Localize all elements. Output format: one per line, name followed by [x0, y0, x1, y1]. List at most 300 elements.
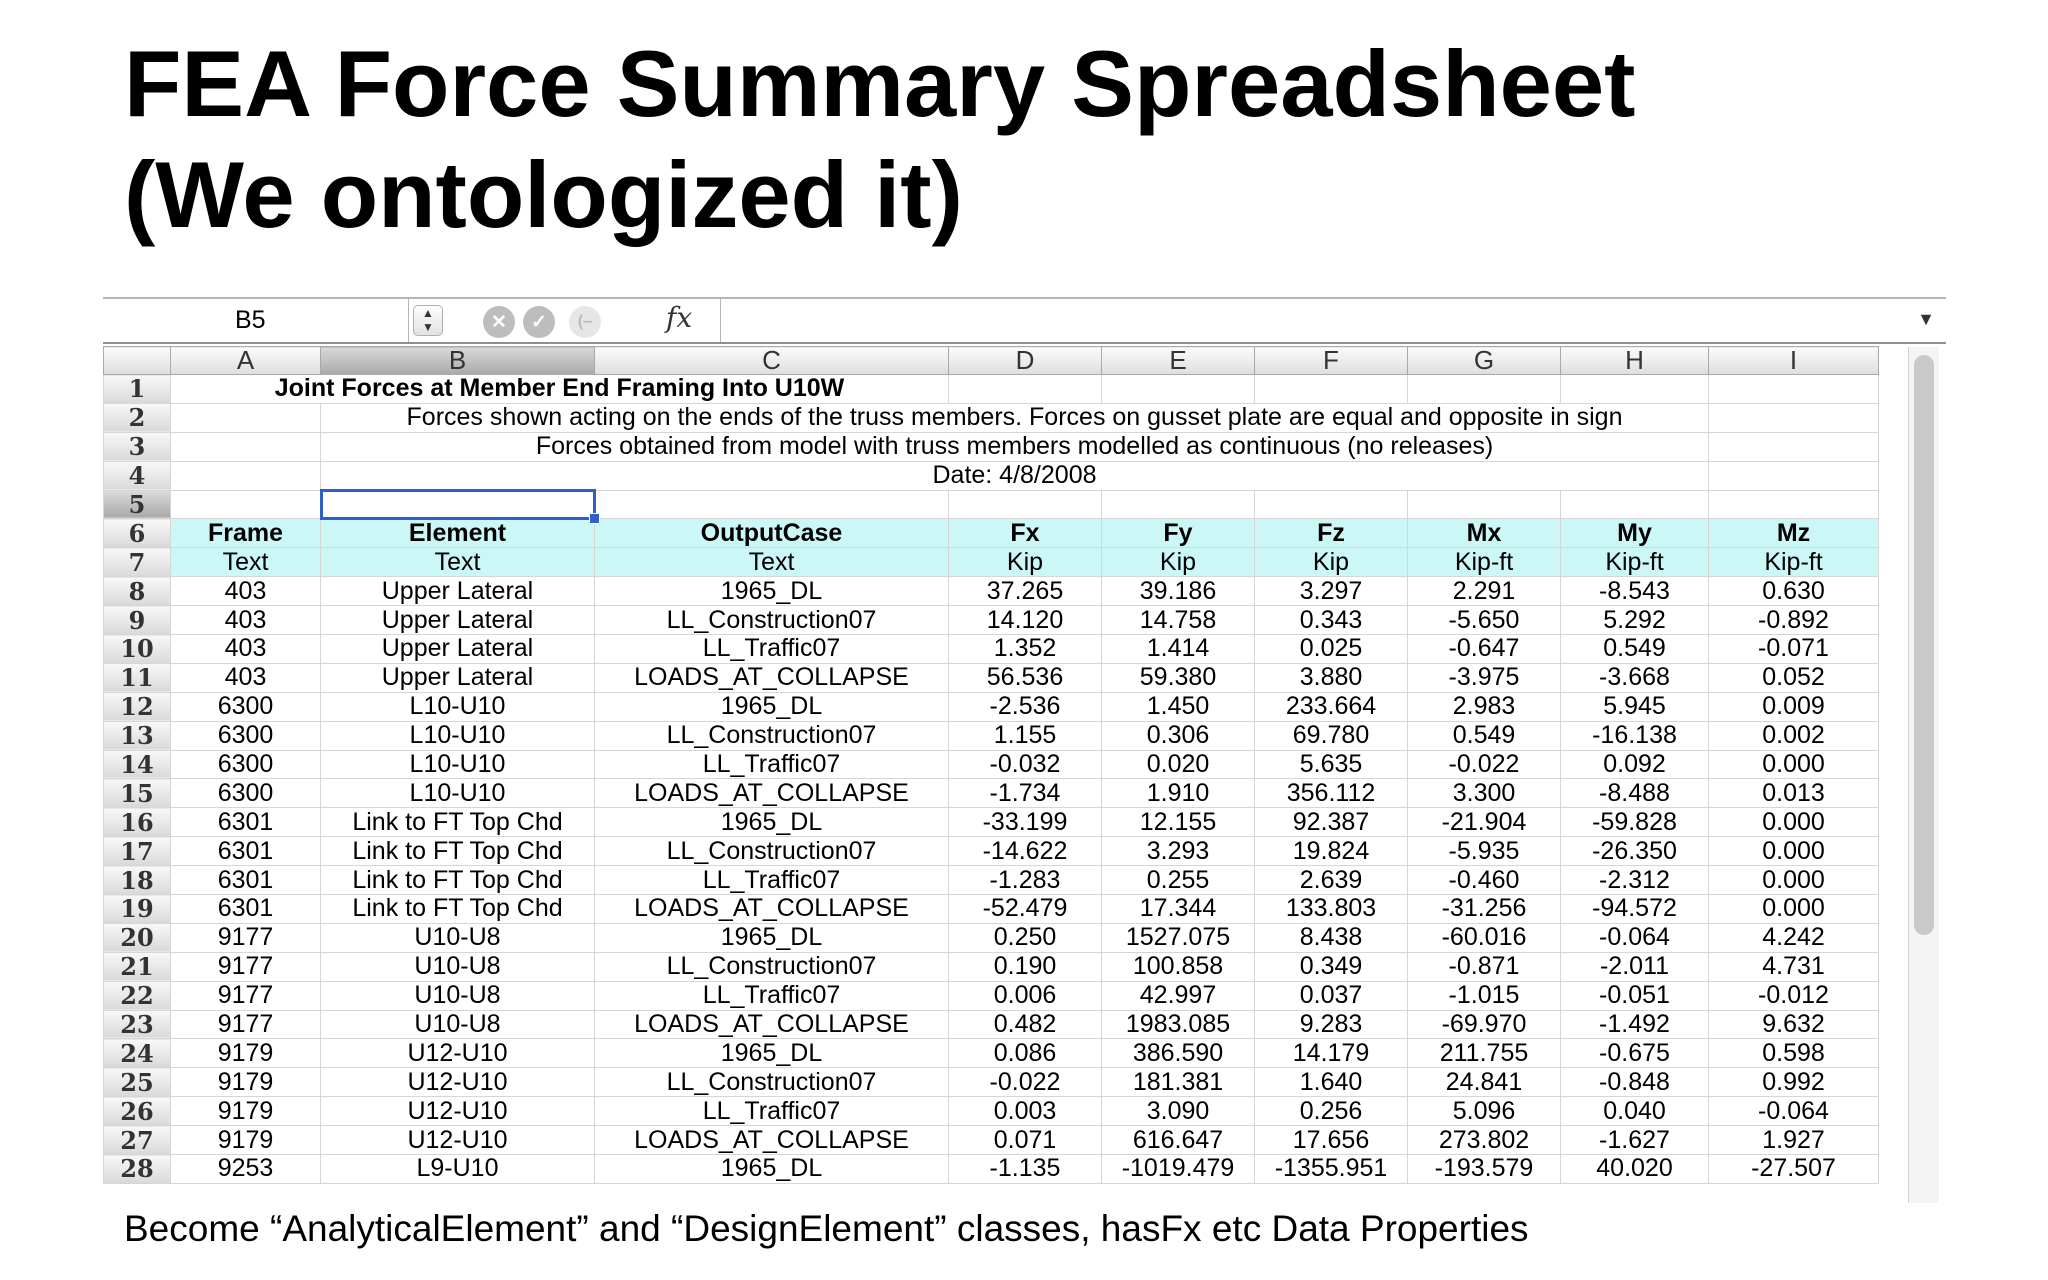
data-cell[interactable]: 0.598	[1709, 1039, 1879, 1068]
data-cell[interactable]: -0.647	[1408, 635, 1561, 664]
data-cell[interactable]: 19.824	[1255, 837, 1408, 866]
unit-cell[interactable]: Text	[595, 548, 949, 577]
data-cell[interactable]: 0.000	[1709, 866, 1879, 895]
cell[interactable]	[1709, 375, 1879, 404]
row-header-24[interactable]: 24	[104, 1039, 171, 1068]
table-row	[104, 1097, 1879, 1126]
data-cell[interactable]: U10-U8	[321, 923, 595, 952]
data-cell[interactable]: -26.350	[1561, 837, 1709, 866]
row-header-9[interactable]: 9	[104, 606, 171, 635]
data-cell[interactable]: -60.016	[1408, 923, 1561, 952]
data-cell[interactable]: 0.037	[1255, 981, 1408, 1010]
data-cell[interactable]: -94.572	[1561, 895, 1709, 924]
data-cell[interactable]: 1965_DL	[595, 1039, 949, 1068]
row-header-1[interactable]: 1	[104, 375, 171, 404]
data-cell[interactable]: -0.022	[949, 1068, 1102, 1097]
data-cell[interactable]: 59.380	[1102, 663, 1255, 692]
data-cell[interactable]: -0.022	[1408, 750, 1561, 779]
unit-cell[interactable]: Kip	[1255, 548, 1408, 577]
data-cell[interactable]: LL_Traffic07	[595, 635, 949, 664]
cell[interactable]	[171, 403, 321, 432]
data-cell[interactable]: Upper Lateral	[321, 577, 595, 606]
data-cell[interactable]: 0.092	[1561, 750, 1709, 779]
data-cell[interactable]: 6300	[171, 779, 321, 808]
unit-cell[interactable]: Kip-ft	[1408, 548, 1561, 577]
cell[interactable]	[1561, 490, 1709, 519]
row-header-27[interactable]: 27	[104, 1126, 171, 1155]
data-cell[interactable]: 92.387	[1255, 808, 1408, 837]
data-cell[interactable]: 9179	[171, 1039, 321, 1068]
unit-cell[interactable]: Kip	[949, 548, 1102, 577]
header-cell[interactable]: OutputCase	[595, 519, 949, 548]
data-cell[interactable]: -0.871	[1408, 952, 1561, 981]
data-cell[interactable]: 0.190	[949, 952, 1102, 981]
data-cell[interactable]: LOADS_AT_COLLAPSE	[595, 663, 949, 692]
data-cell[interactable]: -14.622	[949, 837, 1102, 866]
data-cell[interactable]: 181.381	[1102, 1068, 1255, 1097]
data-cell[interactable]: 5.096	[1408, 1097, 1561, 1126]
fx-icon[interactable]: fx	[666, 301, 693, 334]
data-cell[interactable]: LOADS_AT_COLLAPSE	[595, 1010, 949, 1039]
data-cell[interactable]: 1.450	[1102, 692, 1255, 721]
data-cell[interactable]: 4.731	[1709, 952, 1879, 981]
column-header-a[interactable]: A	[171, 347, 321, 375]
data-cell[interactable]: 616.647	[1102, 1126, 1255, 1155]
data-cell[interactable]: 9.283	[1255, 1010, 1408, 1039]
data-cell[interactable]: 2.983	[1408, 692, 1561, 721]
unit-cell[interactable]: Kip	[1102, 548, 1255, 577]
data-cell[interactable]: 9179	[171, 1097, 321, 1126]
data-cell[interactable]: 69.780	[1255, 721, 1408, 750]
data-cell[interactable]: -5.935	[1408, 837, 1561, 866]
note-row	[104, 432, 1879, 461]
data-cell[interactable]: U10-U8	[321, 1010, 595, 1039]
note-cell[interactable]: Forces obtained from model with truss members modelled as continuous (no releases)	[321, 432, 1709, 461]
note-cell[interactable]: Forces shown acting on the ends of the truss members. Forces on gusset plate are equal and opposite in sign	[321, 403, 1709, 432]
data-cell[interactable]: 2.639	[1255, 866, 1408, 895]
header-row	[104, 519, 1879, 548]
data-cell[interactable]: 0.013	[1709, 779, 1879, 808]
data-cell[interactable]: -33.199	[949, 808, 1102, 837]
data-cell[interactable]: LL_Traffic07	[595, 981, 949, 1010]
header-cell[interactable]: Fy	[1102, 519, 1255, 548]
column-header-g[interactable]: G	[1408, 347, 1561, 375]
row-header-20[interactable]: 20	[104, 923, 171, 952]
fill-handle[interactable]	[589, 513, 600, 524]
data-cell[interactable]: 0.549	[1561, 635, 1709, 664]
data-cell[interactable]: 0.040	[1561, 1097, 1709, 1126]
data-cell[interactable]: 12.155	[1102, 808, 1255, 837]
data-cell[interactable]: Link to FT Top Chd	[321, 808, 595, 837]
row-header-7[interactable]: 7	[104, 548, 171, 577]
header-cell[interactable]: Fz	[1255, 519, 1408, 548]
data-cell[interactable]: 1.352	[949, 635, 1102, 664]
header-cell[interactable]: Mx	[1408, 519, 1561, 548]
data-cell[interactable]: 6301	[171, 866, 321, 895]
row-header-21[interactable]: 21	[104, 952, 171, 981]
data-cell[interactable]: -0.675	[1561, 1039, 1709, 1068]
data-cell[interactable]: LL_Construction07	[595, 606, 949, 635]
data-cell[interactable]: 9179	[171, 1068, 321, 1097]
data-cell[interactable]: -1.492	[1561, 1010, 1709, 1039]
data-cell[interactable]: 1527.075	[1102, 923, 1255, 952]
data-cell[interactable]: 0.000	[1709, 895, 1879, 924]
cell[interactable]	[949, 375, 1102, 404]
data-cell[interactable]: 14.758	[1102, 606, 1255, 635]
header-cell[interactable]: My	[1561, 519, 1709, 548]
data-cell[interactable]: -1.627	[1561, 1126, 1709, 1155]
table-row	[104, 635, 1879, 664]
row-header-11[interactable]: 11	[104, 663, 171, 692]
header-cell[interactable]: Fx	[949, 519, 1102, 548]
column-header-b[interactable]: B	[321, 347, 595, 375]
data-cell[interactable]: 1.927	[1709, 1126, 1879, 1155]
data-cell[interactable]: 9179	[171, 1126, 321, 1155]
data-cell[interactable]: LL_Construction07	[595, 1068, 949, 1097]
unit-cell[interactable]: Text	[321, 548, 595, 577]
data-cell[interactable]: 1.640	[1255, 1068, 1408, 1097]
data-cell[interactable]: -8.488	[1561, 779, 1709, 808]
vertical-scrollbar[interactable]	[1908, 347, 1939, 1203]
data-cell[interactable]: -0.064	[1561, 923, 1709, 952]
data-cell[interactable]: 1965_DL	[595, 692, 949, 721]
data-cell[interactable]: -52.479	[949, 895, 1102, 924]
data-cell[interactable]: U12-U10	[321, 1097, 595, 1126]
data-cell[interactable]: 1965_DL	[595, 1155, 949, 1184]
header-cell[interactable]: Element	[321, 519, 595, 548]
data-cell[interactable]: 4.242	[1709, 923, 1879, 952]
data-cell[interactable]: -0.848	[1561, 1068, 1709, 1097]
data-cell[interactable]: -1355.951	[1255, 1155, 1408, 1184]
data-cell[interactable]: 403	[171, 663, 321, 692]
data-cell[interactable]: 133.803	[1255, 895, 1408, 924]
cell[interactable]	[949, 490, 1102, 519]
data-cell[interactable]: LL_Traffic07	[595, 866, 949, 895]
data-cell[interactable]: 14.179	[1255, 1039, 1408, 1068]
data-cell[interactable]: 6300	[171, 750, 321, 779]
data-cell[interactable]: 1965_DL	[595, 577, 949, 606]
data-cell[interactable]: U10-U8	[321, 981, 595, 1010]
data-cell[interactable]: 211.755	[1408, 1039, 1561, 1068]
data-cell[interactable]: 0.025	[1255, 635, 1408, 664]
data-cell[interactable]: 9177	[171, 1010, 321, 1039]
data-cell[interactable]: 0.002	[1709, 721, 1879, 750]
confirm-check-icon[interactable]: ✓	[523, 306, 555, 338]
column-header-f[interactable]: F	[1255, 347, 1408, 375]
cell[interactable]	[1709, 432, 1879, 461]
data-cell[interactable]: -1019.479	[1102, 1155, 1255, 1184]
cell[interactable]	[171, 490, 321, 519]
formula-input[interactable]	[720, 299, 1945, 342]
row-header-2[interactable]: 2	[104, 403, 171, 432]
data-cell[interactable]: 0.009	[1709, 692, 1879, 721]
data-cell[interactable]: 233.664	[1255, 692, 1408, 721]
slide-title-line-2: (We ontologized it)	[124, 142, 963, 247]
data-cell[interactable]: -3.975	[1408, 663, 1561, 692]
data-cell[interactable]: 0.256	[1255, 1097, 1408, 1126]
data-cell[interactable]: Upper Lateral	[321, 635, 595, 664]
data-cell[interactable]: 9177	[171, 981, 321, 1010]
data-cell[interactable]: Upper Lateral	[321, 663, 595, 692]
data-cell[interactable]: 39.186	[1102, 577, 1255, 606]
data-cell[interactable]: 6301	[171, 895, 321, 924]
data-cell[interactable]: 0.000	[1709, 837, 1879, 866]
row-header-22[interactable]: 22	[104, 981, 171, 1010]
data-cell[interactable]: -0.071	[1709, 635, 1879, 664]
row-header-3[interactable]: 3	[104, 432, 171, 461]
data-cell[interactable]: LOADS_AT_COLLAPSE	[595, 779, 949, 808]
data-cell[interactable]: 273.802	[1408, 1126, 1561, 1155]
data-cell[interactable]: 0.000	[1709, 750, 1879, 779]
slide-footer-text: Become “AnalyticalElement” and “DesignElement” classes, hasFx etc Data Properties	[124, 1203, 1974, 1255]
data-cell[interactable]: U12-U10	[321, 1039, 595, 1068]
data-cell[interactable]: Upper Lateral	[321, 606, 595, 635]
row-header-28[interactable]: 28	[104, 1155, 171, 1184]
cancel-icon[interactable]: ✕	[483, 306, 515, 338]
cell[interactable]	[1561, 375, 1709, 404]
column-header-d[interactable]: D	[949, 347, 1102, 375]
unit-cell[interactable]: Kip-ft	[1561, 548, 1709, 577]
chevron-down-icon[interactable]: ▼	[1917, 309, 1935, 329]
active-cell-b5[interactable]	[321, 490, 595, 519]
empty-row	[104, 490, 1879, 519]
data-cell[interactable]: -1.015	[1408, 981, 1561, 1010]
data-cell[interactable]: L10-U10	[321, 692, 595, 721]
data-cell[interactable]: 0.343	[1255, 606, 1408, 635]
data-cell[interactable]: 0.349	[1255, 952, 1408, 981]
data-cell[interactable]: LOADS_AT_COLLAPSE	[595, 1126, 949, 1155]
cell[interactable]	[171, 432, 321, 461]
data-cell[interactable]: 0.306	[1102, 721, 1255, 750]
data-cell[interactable]: 6300	[171, 721, 321, 750]
data-cell[interactable]: 403	[171, 635, 321, 664]
data-cell[interactable]: -8.543	[1561, 577, 1709, 606]
data-cell[interactable]: 1.414	[1102, 635, 1255, 664]
data-cell[interactable]: 17.344	[1102, 895, 1255, 924]
data-cell[interactable]: 5.635	[1255, 750, 1408, 779]
data-cell[interactable]: 9177	[171, 923, 321, 952]
data-cell[interactable]: 5.292	[1561, 606, 1709, 635]
note-row	[104, 461, 1879, 490]
name-box-stepper-icon[interactable]: ▲ ▼	[413, 305, 443, 336]
column-header-e[interactable]: E	[1102, 347, 1255, 375]
row-header-13[interactable]: 13	[104, 721, 171, 750]
row-header-16[interactable]: 16	[104, 808, 171, 837]
data-cell[interactable]: -0.064	[1709, 1097, 1879, 1126]
table-row	[104, 721, 1879, 750]
data-cell[interactable]: 0.052	[1709, 663, 1879, 692]
cell[interactable]	[595, 490, 949, 519]
data-cell[interactable]: 42.997	[1102, 981, 1255, 1010]
table-row	[104, 837, 1879, 866]
spreadsheet-window	[103, 297, 1946, 1203]
cell[interactable]	[1709, 461, 1879, 490]
data-cell[interactable]: 0.003	[949, 1097, 1102, 1126]
row-header-8[interactable]: 8	[104, 577, 171, 606]
slide-title-line-1: FEA Force Summary Spreadsheet	[124, 31, 1636, 136]
data-cell[interactable]: 0.482	[949, 1010, 1102, 1039]
data-cell[interactable]: -27.507	[1709, 1155, 1879, 1184]
data-cell[interactable]: -1.283	[949, 866, 1102, 895]
row-header-18[interactable]: 18	[104, 866, 171, 895]
row-header-10[interactable]: 10	[104, 635, 171, 664]
table-row	[104, 577, 1879, 606]
name-box[interactable]: B5	[103, 299, 409, 342]
data-cell[interactable]: 0.992	[1709, 1068, 1879, 1097]
row-header-5[interactable]: 5	[104, 490, 171, 519]
data-cell[interactable]: LL_Traffic07	[595, 750, 949, 779]
data-cell[interactable]: -5.650	[1408, 606, 1561, 635]
data-cell[interactable]: 0.000	[1709, 808, 1879, 837]
data-cell[interactable]: LL_Construction07	[595, 837, 949, 866]
data-cell[interactable]: -1.734	[949, 779, 1102, 808]
data-cell[interactable]: 1965_DL	[595, 808, 949, 837]
data-cell[interactable]: L10-U10	[321, 779, 595, 808]
header-cell[interactable]: Mz	[1709, 519, 1879, 548]
data-cell[interactable]: 37.265	[949, 577, 1102, 606]
data-cell[interactable]: 0.549	[1408, 721, 1561, 750]
data-cell[interactable]: 9.632	[1709, 1010, 1879, 1039]
data-cell[interactable]: 386.590	[1102, 1039, 1255, 1068]
select-all-corner[interactable]	[104, 347, 171, 375]
unit-cell[interactable]: Kip-ft	[1709, 548, 1879, 577]
data-cell[interactable]: L9-U10	[321, 1155, 595, 1184]
cell[interactable]	[1255, 375, 1408, 404]
data-cell[interactable]: 40.020	[1561, 1155, 1709, 1184]
data-cell[interactable]: -0.032	[949, 750, 1102, 779]
data-cell[interactable]: 2.291	[1408, 577, 1561, 606]
unit-cell[interactable]: Text	[171, 548, 321, 577]
data-cell[interactable]: 0.086	[949, 1039, 1102, 1068]
column-header-h[interactable]: H	[1561, 347, 1709, 375]
cell[interactable]	[1709, 403, 1879, 432]
data-cell[interactable]: -16.138	[1561, 721, 1709, 750]
data-cell[interactable]: -0.012	[1709, 981, 1879, 1010]
data-cell[interactable]: Link to FT Top Chd	[321, 837, 595, 866]
cell[interactable]	[1408, 375, 1561, 404]
data-cell[interactable]: U10-U8	[321, 952, 595, 981]
cell[interactable]	[171, 461, 321, 490]
data-cell[interactable]: 403	[171, 577, 321, 606]
data-cell[interactable]: Link to FT Top Chd	[321, 866, 595, 895]
data-cell[interactable]: 0.020	[1102, 750, 1255, 779]
table-row	[104, 1010, 1879, 1039]
data-cell[interactable]: 3.300	[1408, 779, 1561, 808]
data-cell[interactable]: 356.112	[1255, 779, 1408, 808]
data-cell[interactable]: -0.051	[1561, 981, 1709, 1010]
data-cell[interactable]: 1983.085	[1102, 1010, 1255, 1039]
row-header-6[interactable]: 6	[104, 519, 171, 548]
data-cell[interactable]: -1.135	[949, 1155, 1102, 1184]
cell[interactable]	[1255, 490, 1408, 519]
data-cell[interactable]: 0.071	[949, 1126, 1102, 1155]
data-cell[interactable]: 1965_DL	[595, 923, 949, 952]
row-header-4[interactable]: 4	[104, 461, 171, 490]
row-header-25[interactable]: 25	[104, 1068, 171, 1097]
data-cell[interactable]: -69.970	[1408, 1010, 1561, 1039]
data-cell[interactable]: 0.250	[949, 923, 1102, 952]
data-cell[interactable]: LL_Traffic07	[595, 1097, 949, 1126]
data-cell[interactable]: 6300	[171, 692, 321, 721]
data-cell[interactable]: 1.910	[1102, 779, 1255, 808]
row-header-26[interactable]: 26	[104, 1097, 171, 1126]
data-cell[interactable]: 3.297	[1255, 577, 1408, 606]
data-cell[interactable]: -193.579	[1408, 1155, 1561, 1184]
row-header-14[interactable]: 14	[104, 750, 171, 779]
data-cell[interactable]: -0.892	[1709, 606, 1879, 635]
data-cell[interactable]: 3.880	[1255, 663, 1408, 692]
data-cell[interactable]: U12-U10	[321, 1068, 595, 1097]
data-cell[interactable]: 5.945	[1561, 692, 1709, 721]
data-cell[interactable]: 0.630	[1709, 577, 1879, 606]
data-cell[interactable]: -2.011	[1561, 952, 1709, 981]
data-cell[interactable]: -3.668	[1561, 663, 1709, 692]
row-header-12[interactable]: 12	[104, 692, 171, 721]
row-header-19[interactable]: 19	[104, 895, 171, 924]
data-cell[interactable]: 3.090	[1102, 1097, 1255, 1126]
data-cell[interactable]: 0.006	[949, 981, 1102, 1010]
table-row	[104, 1039, 1879, 1068]
data-cell[interactable]: -21.904	[1408, 808, 1561, 837]
table-row	[104, 1068, 1879, 1097]
column-header-i[interactable]: I	[1709, 347, 1879, 375]
data-cell[interactable]: U12-U10	[321, 1126, 595, 1155]
data-cell[interactable]: LL_Construction07	[595, 721, 949, 750]
data-cell[interactable]: 403	[171, 606, 321, 635]
data-cell[interactable]: 0.255	[1102, 866, 1255, 895]
data-cell[interactable]: L10-U10	[321, 750, 595, 779]
data-cell[interactable]: 24.841	[1408, 1068, 1561, 1097]
data-cell[interactable]: 6301	[171, 808, 321, 837]
cell[interactable]	[1102, 490, 1255, 519]
data-cell[interactable]: 6301	[171, 837, 321, 866]
cell[interactable]	[1709, 490, 1879, 519]
data-cell[interactable]: Link to FT Top Chd	[321, 895, 595, 924]
data-cell[interactable]: -31.256	[1408, 895, 1561, 924]
data-cell[interactable]: -0.460	[1408, 866, 1561, 895]
data-cell[interactable]: -2.312	[1561, 866, 1709, 895]
header-cell[interactable]: Frame	[171, 519, 321, 548]
cell[interactable]	[1102, 375, 1255, 404]
data-cell[interactable]: 9177	[171, 952, 321, 981]
row-header-15[interactable]: 15	[104, 779, 171, 808]
table-row	[104, 692, 1879, 721]
scrollbar-thumb[interactable]	[1914, 355, 1934, 935]
row-header-23[interactable]: 23	[104, 1010, 171, 1039]
data-cell[interactable]: 100.858	[1102, 952, 1255, 981]
data-cell[interactable]: 17.656	[1255, 1126, 1408, 1155]
data-cell[interactable]: 8.438	[1255, 923, 1408, 952]
data-cell[interactable]: LL_Construction07	[595, 952, 949, 981]
data-cell[interactable]: 1.155	[949, 721, 1102, 750]
data-cell[interactable]: LOADS_AT_COLLAPSE	[595, 895, 949, 924]
note-cell[interactable]: Date: 4/8/2008	[321, 461, 1709, 490]
row-header-17[interactable]: 17	[104, 837, 171, 866]
data-cell[interactable]: 14.120	[949, 606, 1102, 635]
table-row	[104, 981, 1879, 1010]
data-cell[interactable]: 3.293	[1102, 837, 1255, 866]
data-cell[interactable]: L10-U10	[321, 721, 595, 750]
sheet-title-cell[interactable]: Joint Forces at Member End Framing Into U10W	[171, 375, 949, 404]
data-cell[interactable]: 9253	[171, 1155, 321, 1184]
data-cell[interactable]: 56.536	[949, 663, 1102, 692]
column-header-c[interactable]: C	[595, 347, 949, 375]
data-cell[interactable]: -2.536	[949, 692, 1102, 721]
table-row	[104, 1126, 1879, 1155]
cell[interactable]	[1408, 490, 1561, 519]
data-cell[interactable]: -59.828	[1561, 808, 1709, 837]
function-wizard-icon[interactable]: (‒	[569, 306, 601, 338]
